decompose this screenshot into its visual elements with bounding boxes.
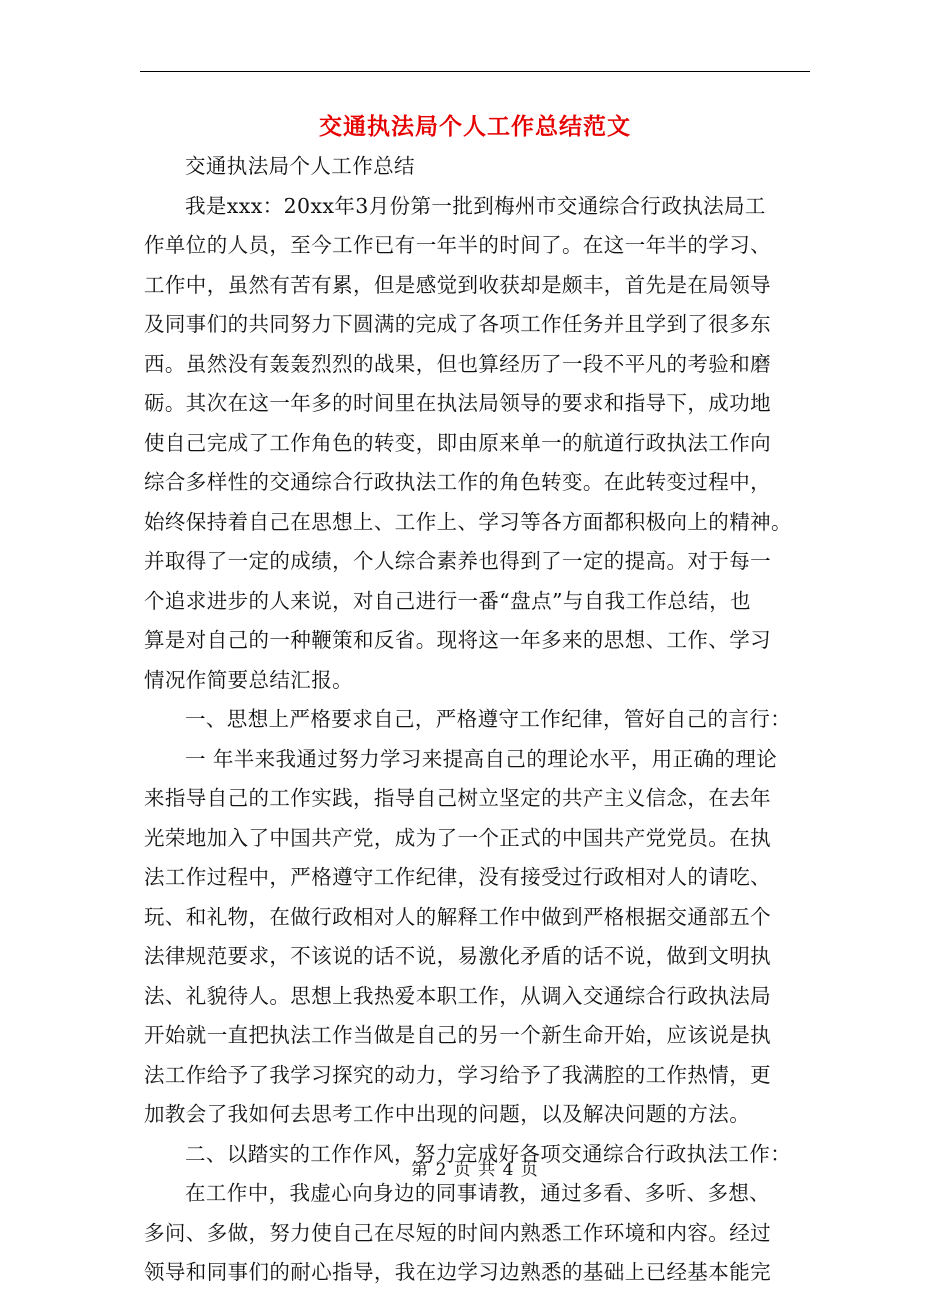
body-line: 算是对自己的一种鞭策和反省。现将这一年多来的思想、工作、学习 bbox=[144, 628, 771, 652]
body-line: 情况作简要总结汇报。 bbox=[144, 667, 353, 692]
body-line: 在工作中，我虚心向身边的同事请教，通过多看、多听、多想、 bbox=[185, 1181, 771, 1205]
body-line: 砺。其次在这一年多的时间里在执法局领导的要求和指导下，成功地 bbox=[144, 391, 771, 415]
body-line: 并取得了一定的成绩，个人综合素养也得到了一定的提高。对于每一 bbox=[144, 549, 771, 573]
body-line: 工作中，虽然有苦有累，但是感觉到收获却是颇丰，首先是在局领导 bbox=[144, 272, 771, 297]
body-line: 使自己完成了工作角色的转变，即由原来单一的航道行政执法工作向 bbox=[144, 430, 771, 455]
header-rule bbox=[140, 71, 810, 72]
document-title: 交通执法局个人工作总结范文 bbox=[319, 114, 631, 140]
body-line: 加教会了我如何去思考工作中出现的问题，以及解决问题的方法。 bbox=[144, 1102, 751, 1126]
body-line: 交通执法局个人工作总结 bbox=[185, 154, 415, 178]
body-line: 多问、多做，努力使自己在尽短的时间内熟悉工作环境和内容。经过 bbox=[144, 1220, 771, 1245]
body-line: 法工作给予了我学习探究的动力，学习给予了我满腔的工作热情，更 bbox=[144, 1062, 771, 1087]
body-line: 作单位的人员，至今工作已有一年半的时间了。在这一年半的学习、 bbox=[144, 233, 771, 257]
body-line: 一 年半来我通过努力学习来提高自己的理论水平，用正确的理论 bbox=[185, 746, 778, 771]
body-line: 领导和同事们的耐心指导，我在边学习边熟悉的基础上已经基本能完 bbox=[144, 1260, 771, 1284]
page-number: 第 2 页 共 4 页 bbox=[411, 1160, 539, 1180]
body-line: 开始就一直把执法工作当做是自己的另一个新生命开始，应该说是执 bbox=[144, 1023, 771, 1047]
document-body bbox=[144, 147, 812, 1293]
body-line: 来指导自己的工作实践，指导自己树立坚定的共产主义信念，在去年 bbox=[144, 786, 771, 810]
section-heading: 一、思想上严格要求自己，严格遵守工作纪律，管好自己的言行： bbox=[185, 707, 792, 731]
section-heading: 二、以踏实的工作作风，努力完成好各项交通综合行政执法工作： bbox=[185, 1141, 792, 1166]
body-line: 法工作过程中，严格遵守工作纪律，没有接受过行政相对人的请吃、 bbox=[144, 865, 771, 889]
body-line: 个追求进步的人来说，对自己进行一番“盘点”与自我工作总结，也 bbox=[144, 588, 751, 613]
body-line: 综合多样性的交通综合行政执法工作的角色转变。在此转变过程中， bbox=[144, 470, 771, 494]
body-line: 西。虽然没有轰轰烈烈的战果，但也算经历了一段不平凡的考验和磨 bbox=[144, 351, 771, 376]
body-line: 我是xxx：20xx年3月份第一批到梅州市交通综合行政执法局工 bbox=[185, 193, 766, 218]
body-line: 始终保持着自己在思想上、工作上、学习等各方面都积极向上的精神。 bbox=[144, 509, 792, 534]
body-line: 及同事们的共同努力下圆满的完成了各项工作任务并且学到了很多东 bbox=[144, 312, 771, 336]
body-line: 法、礼貌待人。思想上我热爱本职工作，从调入交通综合行政执法局 bbox=[144, 983, 771, 1008]
body-line: 光荣地加入了中国共产党，成为了一个正式的中国共产党党员。在执 bbox=[144, 825, 771, 850]
body-line: 玩、和礼物，在做行政相对人的解释工作中做到严格根据交通部五个 bbox=[144, 904, 771, 929]
body-line: 法律规范要求，不该说的话不说，易激化矛盾的话不说，做到文明执 bbox=[144, 944, 771, 968]
